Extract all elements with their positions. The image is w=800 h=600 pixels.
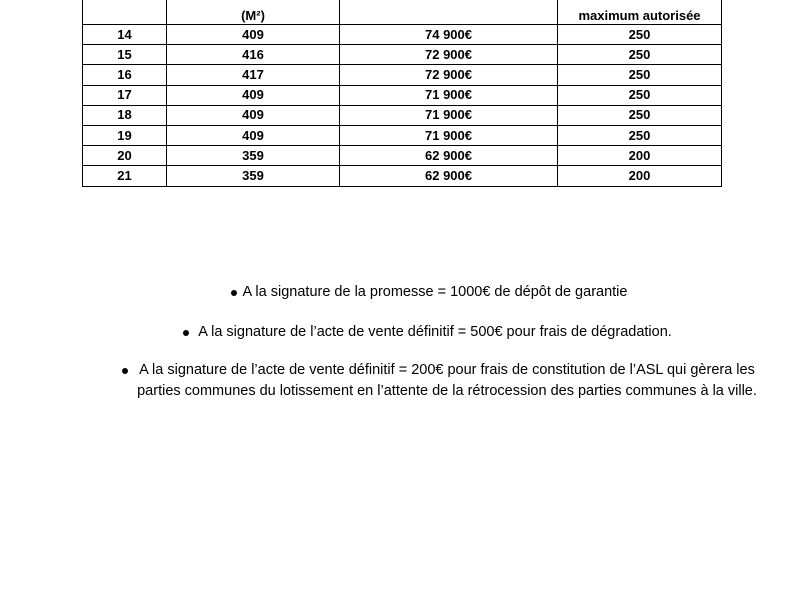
header-lot [83,0,167,25]
bullet-text: A la signature de l’acte de vente définitif = 200€ pour frais de constitution de l’ASL qui gèrera les parties communes du lotissement en l’attente de la rétrocession des parties communes à la ville. [137,362,757,399]
cell-lot: 21 [83,166,167,186]
cell-area: 359 [167,166,340,186]
cell-max: 250 [558,85,722,105]
cell-area: 409 [167,105,340,125]
cell-max: 200 [558,146,722,166]
cell-price: 71 900€ [340,85,558,105]
table-row [83,45,722,65]
list-item [110,282,760,303]
cell-max: 200 [558,166,722,186]
bullet-text: A la signature de l’acte de vente définitif = 500€ pour frais de dégradation. [198,324,672,340]
cell-area: 409 [167,85,340,105]
cell-max: 250 [558,105,722,125]
payment-conditions-list [110,282,760,402]
bullet-dot-icon [231,290,237,296]
cell-area: 409 [167,125,340,145]
table-row [83,166,722,186]
cell-lot: 14 [83,25,167,45]
table-row [83,125,722,145]
cell-area: 359 [167,146,340,166]
list-item [110,360,760,402]
header-price [340,0,558,25]
cell-price: 72 900€ [340,65,558,85]
header-area: (M²) [167,0,340,25]
cell-area: 409 [167,25,340,45]
cell-lot: 15 [83,45,167,65]
table-row [83,65,722,85]
list-item [110,322,760,343]
cell-lot: 20 [83,146,167,166]
cell-price: 71 900€ [340,105,558,125]
table-row [83,25,722,45]
lots-price-table [82,0,722,187]
cell-max: 250 [558,65,722,85]
cell-price: 74 900€ [340,25,558,45]
cell-lot: 17 [83,85,167,105]
header-max: maximum autorisée [558,0,722,25]
table-row [83,105,722,125]
cell-price: 62 900€ [340,166,558,186]
table-row [83,146,722,166]
cell-area: 416 [167,45,340,65]
table-header-row [83,0,722,25]
cell-price: 72 900€ [340,45,558,65]
cell-price: 71 900€ [340,125,558,145]
cell-lot: 19 [83,125,167,145]
bullet-dot-icon [122,368,128,374]
bullet-dot-icon [183,330,189,336]
cell-lot: 16 [83,65,167,85]
cell-price: 62 900€ [340,146,558,166]
table-row [83,85,722,105]
bullet-text: A la signature de la promesse = 1000€ de dépôt de garantie [242,284,628,300]
cell-max: 250 [558,45,722,65]
cell-area: 417 [167,65,340,85]
cell-max: 250 [558,25,722,45]
cell-max: 250 [558,125,722,145]
cell-lot: 18 [83,105,167,125]
